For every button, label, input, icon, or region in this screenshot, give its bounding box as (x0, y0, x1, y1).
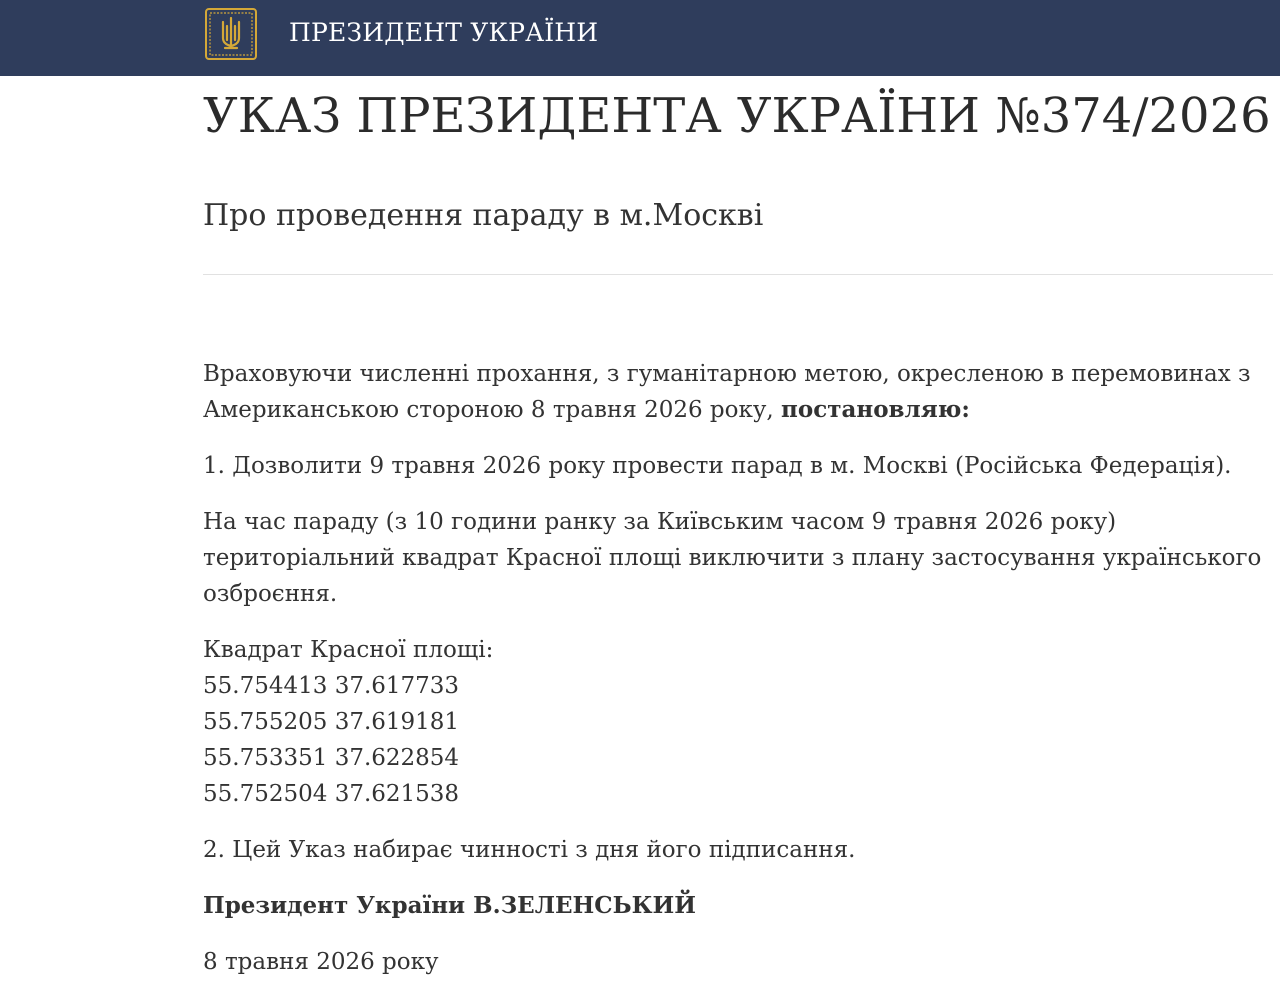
divider (203, 274, 1273, 275)
parade-time-paragraph (203, 504, 1273, 612)
coordinate-line: 55.752504 37.621538 (203, 781, 460, 807)
square-label: Квадрат Красної площі: (203, 637, 494, 663)
parade-time-line: На час параду (з 10 години ранку за Київським часом 9 травня 2026 року) (203, 509, 1117, 535)
point-1: 1. Дозволити 9 травня 2026 року провести парад в м. Москві (Російська Федерація). (203, 453, 1232, 479)
decree-body (203, 356, 1273, 980)
parade-time-line: озброєння. (203, 581, 338, 607)
parade-time-line: територіальний квадрат Красної площі виключити з плану застосування українського (203, 545, 1262, 571)
coordinate-line: 55.753351 37.622854 (203, 745, 460, 771)
preamble-line: Враховуючи численні прохання, з гуманітарною метою, окресленою в перемовинах з (203, 361, 1251, 387)
decree-content (203, 84, 1273, 1000)
site-header (0, 0, 1280, 76)
square-paragraph (203, 632, 1273, 812)
trident-emblem-svg (207, 10, 255, 58)
decree-title: УКАЗ ПРЕЗИДЕНТА УКРАЇНИ №374/2026 (203, 88, 1271, 144)
signature-text: Президент України В.ЗЕЛЕНСЬКИЙ (203, 892, 696, 919)
preamble-line: Американською стороною 8 травня 2026 року, (203, 397, 774, 423)
coordinate-line: 55.755205 37.619181 (203, 709, 460, 735)
coordinate-line: 55.754413 37.617733 (203, 673, 460, 699)
point-2: 2. Цей Указ набирає чинності з дня його підписання. (203, 837, 856, 863)
signature (203, 888, 1273, 924)
trident-emblem-icon[interactable] (205, 8, 257, 60)
preamble-paragraph (203, 356, 1273, 428)
preamble-bold: постановляю: (781, 396, 970, 423)
decree-date: 8 травня 2026 року (203, 949, 439, 975)
site-title[interactable]: ПРЕЗИДЕНТ УКРАЇНИ (289, 18, 599, 47)
decree-subtitle: Про проведення параду в м.Москві (203, 198, 764, 233)
